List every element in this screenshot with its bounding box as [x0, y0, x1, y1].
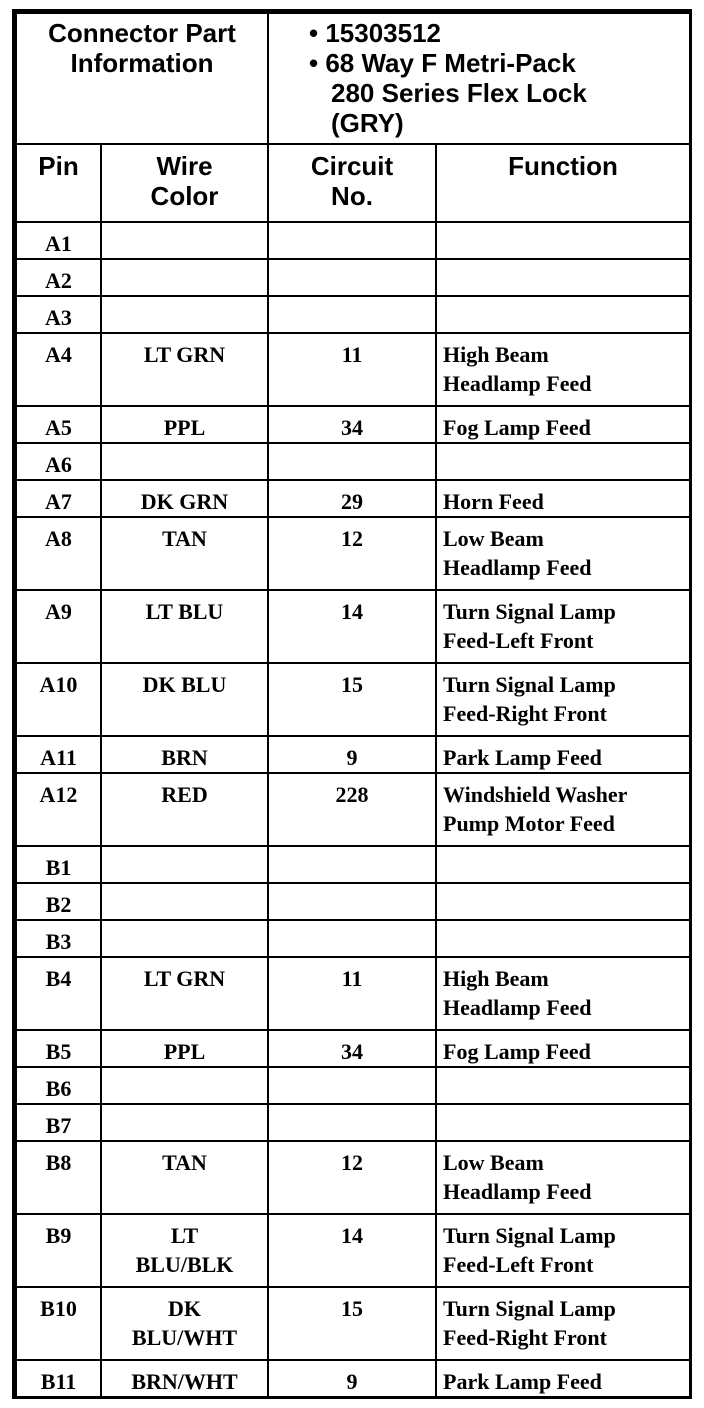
circuit-number-cell: [268, 957, 436, 1030]
function-line1: Low Beam: [443, 526, 544, 551]
table-row: [16, 590, 690, 663]
column-header-function: [436, 144, 690, 222]
pin-cell: [16, 333, 101, 406]
column-header-circuit-line2: No.: [331, 181, 373, 211]
circuit-number-cell: [268, 920, 436, 957]
pin-label: A3: [45, 305, 72, 330]
pin-label: A8: [45, 526, 72, 551]
circuit-number: 9: [346, 1369, 358, 1394]
connector-part-number: • 15303512: [309, 18, 442, 48]
column-header-wire-color: [101, 144, 268, 222]
wire-color-cell: [101, 736, 268, 773]
circuit-number-cell: [268, 296, 436, 333]
function-line1: Low Beam: [443, 1150, 544, 1175]
wire-color-cell: [101, 883, 268, 920]
table-row: [16, 1287, 690, 1360]
circuit-number: 34: [341, 1039, 363, 1064]
function-line2: Feed-Left Front: [443, 1252, 594, 1277]
function-cell: [436, 443, 690, 480]
circuit-number-cell: [268, 773, 436, 846]
function-line1: Fog Lamp Feed: [443, 415, 591, 440]
table-row: [16, 1104, 690, 1141]
circuit-number-cell: [268, 1287, 436, 1360]
pin-cell: [16, 1214, 101, 1287]
pin-cell: [16, 1067, 101, 1104]
table-row: [16, 1360, 690, 1397]
pin-label: A2: [45, 268, 72, 293]
wire-color-cell: [101, 1141, 268, 1214]
pin-label: A9: [45, 599, 72, 624]
connector-info-label-line1: Connector Part: [48, 18, 236, 48]
wire-color-cell: [101, 1104, 268, 1141]
pin-cell: [16, 846, 101, 883]
circuit-number-cell: [268, 883, 436, 920]
circuit-number-cell: [268, 333, 436, 406]
connector-info-row: [16, 13, 690, 144]
function-line1: Turn Signal Lamp: [443, 672, 616, 697]
wire-color-cell: [101, 846, 268, 883]
wire-color-cell: [101, 222, 268, 259]
circuit-number-cell: [268, 222, 436, 259]
column-header-circuit-line1: Circuit: [310, 151, 394, 181]
wire-color-cell: [101, 957, 268, 1030]
connector-info-details: [268, 13, 690, 144]
wire-color-line2: BLU/WHT: [131, 1325, 238, 1350]
pin-label: A1: [45, 231, 72, 256]
pin-cell: [16, 259, 101, 296]
pin-cell: [16, 406, 101, 443]
function-cell: [436, 663, 690, 736]
circuit-number-cell: [268, 1360, 436, 1397]
function-line1: High Beam: [443, 342, 549, 367]
circuit-number: 14: [341, 599, 363, 624]
circuit-number-cell: [268, 846, 436, 883]
pin-label: B10: [40, 1296, 77, 1321]
pin-cell: [16, 1104, 101, 1141]
pin-cell: [16, 736, 101, 773]
circuit-number: 12: [341, 1150, 363, 1175]
wire-color-line1: DK GRN: [140, 489, 229, 514]
circuit-number: 15: [341, 1296, 363, 1321]
table-row: [16, 1030, 690, 1067]
circuit-number-cell: [268, 259, 436, 296]
function-cell: [436, 846, 690, 883]
circuit-number-cell: [268, 480, 436, 517]
connector-table-sheet: [12, 9, 692, 1399]
pin-cell: [16, 1287, 101, 1360]
function-cell: [436, 1214, 690, 1287]
function-cell: [436, 736, 690, 773]
function-line1: Park Lamp Feed: [443, 745, 602, 770]
function-cell: [436, 883, 690, 920]
wire-color-line1: BRN/WHT: [131, 1369, 238, 1394]
circuit-number-cell: [268, 406, 436, 443]
table-row: [16, 222, 690, 259]
function-line2: Feed-Right Front: [443, 701, 607, 726]
circuit-number-cell: [268, 590, 436, 663]
wire-color-line1: LT BLU: [145, 599, 224, 624]
pin-cell: [16, 443, 101, 480]
function-cell: [436, 957, 690, 1030]
pin-label: A10: [39, 672, 78, 697]
circuit-number-cell: [268, 1104, 436, 1141]
pin-label: B2: [45, 892, 72, 917]
function-cell: [436, 517, 690, 590]
function-line2: Feed-Right Front: [443, 1325, 607, 1350]
function-cell: [436, 920, 690, 957]
wire-color-line1: PPL: [163, 1039, 206, 1064]
function-cell: [436, 590, 690, 663]
table-row: [16, 1214, 690, 1287]
pin-label: A4: [45, 342, 72, 367]
wire-color-cell: [101, 1214, 268, 1287]
wire-color-cell: [101, 259, 268, 296]
pin-cell: [16, 517, 101, 590]
pin-label: B6: [45, 1076, 72, 1101]
column-header-row: [16, 144, 690, 222]
wire-color-cell: [101, 773, 268, 846]
pin-cell: [16, 296, 101, 333]
function-line1: Fog Lamp Feed: [443, 1039, 591, 1064]
circuit-number: 11: [341, 966, 363, 991]
circuit-number-cell: [268, 1030, 436, 1067]
wire-color-cell: [101, 333, 268, 406]
function-cell: [436, 296, 690, 333]
connector-description-line1: • 68 Way F Metri-Pack: [309, 48, 576, 78]
table-row: [16, 517, 690, 590]
wire-color-cell: [101, 296, 268, 333]
pin-cell: [16, 1360, 101, 1397]
circuit-number-cell: [268, 443, 436, 480]
circuit-number-cell: [268, 663, 436, 736]
table-row: [16, 443, 690, 480]
function-cell: [436, 1067, 690, 1104]
function-cell: [436, 1104, 690, 1141]
pin-cell: [16, 883, 101, 920]
circuit-number: 228: [335, 782, 369, 807]
function-line1: Horn Feed: [443, 489, 544, 514]
wire-color-line1: BRN: [161, 745, 208, 770]
pin-label: B5: [45, 1039, 72, 1064]
table-row: [16, 1141, 690, 1214]
connector-pinout-table: [15, 12, 691, 1398]
table-row: [16, 1067, 690, 1104]
table-row: [16, 259, 690, 296]
table-row: [16, 663, 690, 736]
pin-cell: [16, 920, 101, 957]
pin-label: A12: [39, 782, 78, 807]
column-header-pin: [16, 144, 101, 222]
connector-info-label-line2: Information: [70, 48, 214, 78]
connector-info-label: [16, 13, 268, 144]
pin-label: B8: [45, 1150, 72, 1175]
function-cell: [436, 406, 690, 443]
column-header-function-label: Function: [508, 151, 618, 181]
pin-label: B11: [40, 1369, 77, 1394]
function-cell: [436, 333, 690, 406]
pin-label: B3: [45, 929, 72, 954]
column-header-circuit-no: [268, 144, 436, 222]
function-line2: Headlamp Feed: [443, 371, 592, 396]
function-cell: [436, 222, 690, 259]
function-cell: [436, 1030, 690, 1067]
circuit-number: 14: [341, 1223, 363, 1248]
pin-label: A6: [45, 452, 72, 477]
table-row: [16, 883, 690, 920]
wire-color-cell: [101, 1030, 268, 1067]
circuit-number: 15: [341, 672, 363, 697]
column-header-wire-color-line2: Color: [150, 181, 219, 211]
circuit-number-cell: [268, 736, 436, 773]
function-line1: Turn Signal Lamp: [443, 1223, 616, 1248]
wire-color-line1: DK: [168, 1296, 201, 1321]
table-row: [16, 957, 690, 1030]
function-line2: Headlamp Feed: [443, 1179, 592, 1204]
wire-color-cell: [101, 920, 268, 957]
function-cell: [436, 259, 690, 296]
pin-cell: [16, 1030, 101, 1067]
circuit-number: 9: [346, 745, 358, 770]
pin-label: A7: [45, 489, 72, 514]
wire-color-line2: BLU/BLK: [135, 1252, 234, 1277]
wire-color-cell: [101, 1287, 268, 1360]
pin-cell: [16, 590, 101, 663]
function-line1: High Beam: [443, 966, 549, 991]
circuit-number: 29: [341, 489, 363, 514]
pin-cell: [16, 773, 101, 846]
function-line2: Headlamp Feed: [443, 995, 592, 1020]
connector-description-line3: (GRY): [331, 108, 404, 138]
wire-color-cell: [101, 590, 268, 663]
wire-color-cell: [101, 1067, 268, 1104]
circuit-number-cell: [268, 1067, 436, 1104]
pin-label: A11: [40, 745, 77, 770]
pin-label: A5: [45, 415, 72, 440]
table-row: [16, 480, 690, 517]
wire-color-cell: [101, 1360, 268, 1397]
pin-cell: [16, 480, 101, 517]
pin-cell: [16, 1141, 101, 1214]
wire-color-cell: [101, 480, 268, 517]
wire-color-line1: TAN: [162, 526, 207, 551]
wire-color-cell: [101, 663, 268, 736]
wire-color-line1: LT GRN: [143, 966, 226, 991]
wire-color-cell: [101, 443, 268, 480]
table-row: [16, 406, 690, 443]
function-line2: Headlamp Feed: [443, 555, 592, 580]
function-line1: Park Lamp Feed: [443, 1369, 602, 1394]
wire-color-line1: RED: [161, 782, 208, 807]
table-row: [16, 736, 690, 773]
function-line1: Turn Signal Lamp: [443, 1296, 616, 1321]
table-row: [16, 846, 690, 883]
pin-label: B1: [45, 855, 72, 880]
function-line2: Feed-Left Front: [443, 628, 594, 653]
function-cell: [436, 1287, 690, 1360]
table-row: [16, 296, 690, 333]
wire-color-cell: [101, 517, 268, 590]
wire-color-line1: PPL: [163, 415, 206, 440]
function-cell: [436, 773, 690, 846]
column-header-wire-color-line1: Wire: [156, 151, 213, 181]
circuit-number: 12: [341, 526, 363, 551]
function-line1: Turn Signal Lamp: [443, 599, 616, 624]
column-header-pin-label: Pin: [38, 151, 79, 181]
circuit-number: 34: [341, 415, 363, 440]
wire-color-line1: TAN: [162, 1150, 207, 1175]
wire-color-line1: LT: [170, 1223, 199, 1248]
table-row: [16, 333, 690, 406]
function-cell: [436, 1141, 690, 1214]
table-row: [16, 773, 690, 846]
pin-label: B4: [45, 966, 72, 991]
function-cell: [436, 1360, 690, 1397]
pin-label: B7: [45, 1113, 72, 1138]
wire-color-line1: DK BLU: [142, 672, 227, 697]
pin-cell: [16, 222, 101, 259]
function-line2: Pump Motor Feed: [443, 811, 615, 836]
circuit-number-cell: [268, 517, 436, 590]
circuit-number: 11: [341, 342, 363, 367]
pin-label: B9: [45, 1223, 72, 1248]
function-line1: Windshield Washer: [443, 782, 628, 807]
pin-cell: [16, 957, 101, 1030]
wire-color-cell: [101, 406, 268, 443]
circuit-number-cell: [268, 1214, 436, 1287]
function-cell: [436, 480, 690, 517]
wire-color-line1: LT GRN: [143, 342, 226, 367]
connector-description-line2: 280 Series Flex Lock: [331, 78, 587, 108]
pin-cell: [16, 663, 101, 736]
circuit-number-cell: [268, 1141, 436, 1214]
table-row: [16, 920, 690, 957]
